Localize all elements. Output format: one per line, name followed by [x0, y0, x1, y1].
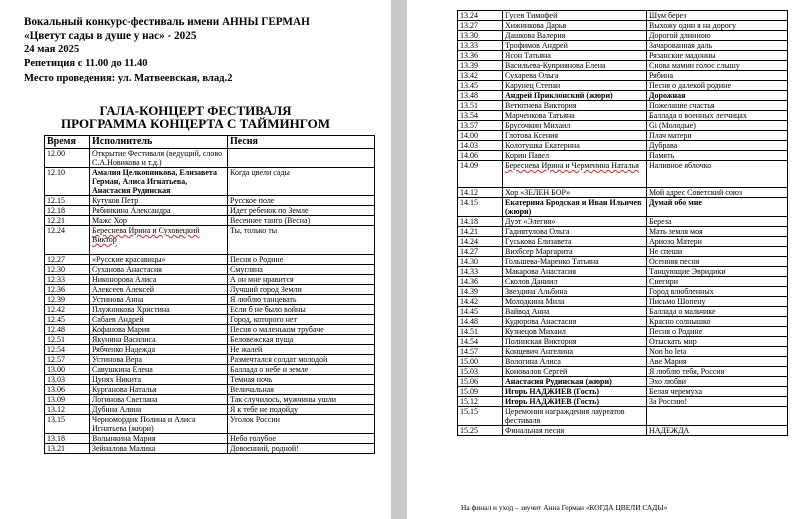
table-row [458, 357, 788, 367]
cell-performer: Трофимов Андрей [503, 41, 647, 51]
event-date: 24 мая 2025 [24, 44, 80, 55]
cell-time: 12.21 [45, 216, 90, 226]
table-row [458, 81, 788, 91]
cell-song: Баллада о небе и земле [228, 365, 375, 375]
cell-song: А он мне нравится [228, 275, 375, 285]
cell-song: Письмо Шопену [647, 297, 788, 307]
table-row [45, 149, 375, 168]
document-page-left [0, 0, 391, 519]
table-row [458, 426, 788, 436]
cell-song: Песня о далекой родине [647, 81, 788, 91]
table-row [45, 365, 375, 375]
table-row [45, 355, 375, 365]
table-header-row [45, 136, 375, 149]
cell-time: 14.06 [458, 151, 503, 161]
cell-time: 15.15 [458, 407, 503, 426]
cell-performer: Мажс Хор [90, 216, 228, 226]
cell-performer: Дуэт «Элегия» [503, 217, 647, 227]
cell-time: 12.42 [45, 305, 90, 315]
table-row [45, 415, 375, 434]
table-row [45, 168, 375, 196]
cell-performer: Береснева Ирина и Черменина Наталья [503, 161, 647, 188]
cell-performer: Игорь НАДЖИЕВ (Гость) [503, 387, 647, 397]
cell-song: Баллада о военных летчицах [647, 111, 788, 121]
cell-performer: Устинова Вера [90, 355, 228, 365]
cell-performer: Сабаев Андрей [90, 315, 228, 325]
table-row [458, 327, 788, 337]
table-row [458, 227, 788, 237]
table-row [458, 407, 788, 426]
cell-time: 14.45 [458, 307, 503, 317]
cell-time: 14.57 [458, 347, 503, 357]
cell-song: Белая черемуха [647, 387, 788, 397]
cell-performer: Логинова Светлана [90, 395, 228, 405]
cell-time: 12.24 [45, 226, 90, 255]
cell-performer: Карунец Степан [503, 81, 647, 91]
table-row [458, 91, 788, 101]
cell-performer: Кофанова Мария [90, 325, 228, 335]
cell-time: 13.39 [458, 61, 503, 71]
cell-time: 12.15 [45, 196, 90, 206]
table-row [458, 11, 788, 21]
cell-time: 13.36 [458, 51, 503, 61]
cell-song: Плач матери [647, 131, 788, 141]
cell-performer: Вайвод Анна [503, 307, 647, 317]
cell-performer: Хижинкова Дарья [503, 21, 647, 31]
table-row [45, 255, 375, 265]
cell-song: Выхожу один я на дорогу [647, 21, 788, 31]
cell-time: 12.30 [45, 265, 90, 275]
program-table-left [44, 135, 375, 454]
cell-time: 13.21 [45, 444, 90, 454]
cell-performer: Устинова Анна [90, 295, 228, 305]
cell-performer: Корин Павел [503, 151, 647, 161]
cell-performer: Зейналова Малика [90, 444, 228, 454]
cell-song: Зачарованная даль [647, 41, 788, 51]
cell-time: 14.03 [458, 141, 503, 151]
table-row [45, 305, 375, 315]
cell-song: Песня о маленьком трубаче [228, 325, 375, 335]
cell-performer: Дашкова Валерия [503, 31, 647, 41]
cell-performer: Концевич Ангелина [503, 347, 647, 357]
cell-performer: Никонорова Алиса [90, 275, 228, 285]
cell-performer: Звездина Альбина [503, 287, 647, 297]
cell-song: Небо голубое [228, 434, 375, 444]
cell-song: Осенняя песня [647, 257, 788, 267]
cell-time: 14.18 [458, 217, 503, 227]
cell-time: 13.42 [458, 71, 503, 81]
table-row [45, 345, 375, 355]
table-row [45, 206, 375, 216]
cell-performer: Амалия Целковникова, Елизавета Герман, Алиса Игнатьева, Анастасия Рудинская [90, 168, 228, 196]
cell-performer: Гадиятулова Ольга [503, 227, 647, 237]
cell-time: 13.45 [458, 81, 503, 91]
cell-song: Когда цвели сады [228, 168, 375, 196]
document-page-right [407, 0, 800, 519]
cell-performer: Гусев Тимофей [503, 11, 647, 21]
cell-performer: Полинская Виктория [503, 337, 647, 347]
cell-song: Я люблю танцевать [228, 295, 375, 305]
cell-time: 13.24 [458, 11, 503, 21]
table-row [45, 196, 375, 206]
cell-time: 14.51 [458, 327, 503, 337]
cell-performer: Церемония награждения лауреатов фестиваля [503, 407, 647, 426]
cell-performer: Плужникова Христина [90, 305, 228, 315]
cell-performer: Хор «ЗЕЛЕН БОР» [503, 188, 647, 198]
cell-performer: Ветютнева Виктория [503, 101, 647, 111]
header-performer: Исполнитель [90, 136, 228, 149]
cell-time: 13.03 [45, 375, 90, 385]
cell-performer: Финальная песня [503, 426, 647, 436]
table-row [458, 21, 788, 31]
gala-title: ГАЛА-КОНЦЕРТ ФЕСТИВАЛЯ [99, 103, 292, 118]
cell-time: 14.21 [458, 227, 503, 237]
table-row [45, 434, 375, 444]
cell-song: Мой адрес Советский союз [647, 188, 788, 198]
table-row [45, 315, 375, 325]
cell-time: 12.18 [45, 206, 90, 216]
cell-time: 14.24 [458, 237, 503, 247]
cell-song: Рязанские мадонны [647, 51, 788, 61]
cell-song: Отыскать мир [647, 337, 788, 347]
cell-time: 15.09 [458, 387, 503, 397]
cell-time: 13.48 [458, 91, 503, 101]
cell-time: 13.33 [458, 41, 503, 51]
table-row [458, 317, 788, 327]
cell-song: Величальная [228, 385, 375, 395]
cell-song: Лучший город Земли [228, 285, 375, 295]
venue: Место проведения: ул. Матвеевская, влад.2 [24, 73, 233, 84]
cell-song: Весеннее танго (Весна) [228, 216, 375, 226]
cell-song: Русское поле [228, 196, 375, 206]
cell-song: Смугляна [228, 265, 375, 275]
cell-performer: Васильева-Куприянова Елена [503, 61, 647, 71]
cell-performer: Суханова Анастасия [90, 265, 228, 275]
cell-performer: Глотова Ксения [503, 131, 647, 141]
cell-performer: Гольшева-Маренко Татьяна [503, 257, 647, 267]
table-row [458, 151, 788, 161]
cell-performer: Гуськова Елизавета [503, 237, 647, 247]
table-row [458, 161, 788, 188]
cell-time: 14.39 [458, 287, 503, 297]
cell-song: Non ho leta [647, 347, 788, 357]
table-row [45, 285, 375, 295]
cell-performer: Курганова Наталья [90, 385, 228, 395]
cell-song [647, 407, 788, 426]
cell-performer: Марченкова Татьяна [503, 111, 647, 121]
cell-performer: Сухарева Ольга [503, 71, 647, 81]
cell-performer: Вологина Алиса [503, 357, 647, 367]
cell-performer: Анастасия Рудинская (жюри) [503, 377, 647, 387]
rehearsal-time: Репетиция с 11.00 до 11.40 [24, 58, 148, 69]
cell-performer: Молодкина Мила [503, 297, 647, 307]
table-row [458, 267, 788, 277]
cell-time: 13.15 [45, 415, 90, 434]
cell-song: Рябина [647, 71, 788, 81]
cell-song: Я люблю тебя, Россия [647, 367, 788, 377]
festival-subtitle: «Цветут сады в душе у нас» - 2025 [24, 30, 197, 42]
cell-performer: Рябченко Надежда [90, 345, 228, 355]
header-time: Время [45, 136, 90, 149]
cell-time: 14.36 [458, 277, 503, 287]
cell-performer: Игорь НАДЖИЕВ (Гость) [503, 397, 647, 407]
table-row [458, 367, 788, 377]
table-row [45, 265, 375, 275]
cell-song: Баллада о мальчике [647, 307, 788, 317]
cell-song: Танцующие Эвридики [647, 267, 788, 277]
cell-performer: Брусочкин Михаил [503, 121, 647, 131]
cell-song: Береза [647, 217, 788, 227]
cell-song: Идет ребенок по Земле [228, 206, 375, 216]
table-row [458, 377, 788, 387]
cell-time: 13.30 [458, 31, 503, 41]
cell-song: Темная ночь [228, 375, 375, 385]
cell-performer: Кузнецов Михаил [503, 327, 647, 337]
cell-time: 13.12 [45, 405, 90, 415]
cell-song: Снова мамин голос слышу [647, 61, 788, 71]
cell-time: 12.51 [45, 335, 90, 345]
cell-time: 14.27 [458, 247, 503, 257]
table-row [45, 325, 375, 335]
cell-performer: «Русские красавицы» [90, 255, 228, 265]
program-title: ПРОГРАММА КОНЦЕРТА С ТАЙМИНГОМ [60, 116, 331, 131]
cell-time: 13.51 [458, 101, 503, 111]
cell-time: 14.42 [458, 297, 503, 307]
cell-time: 14.00 [458, 131, 503, 141]
cell-time: 13.57 [458, 121, 503, 131]
table-row [458, 337, 788, 347]
table-row [45, 335, 375, 345]
cell-performer: Андрей Приклонский (жюри) [503, 91, 647, 101]
cell-time: 13.27 [458, 21, 503, 31]
cell-song: Уголок России [228, 415, 375, 434]
cell-song: Ариозо Матери [647, 237, 788, 247]
table-row [458, 51, 788, 61]
cell-performer: Черномордик Полина и Алиса Игнатьева (жюри) [90, 415, 228, 434]
cell-time: 14.15 [458, 198, 503, 217]
table-row [458, 198, 788, 217]
table-row [458, 141, 788, 151]
cell-song: Так случилось, мужчины ушли [228, 395, 375, 405]
cell-performer: Кутуков Петр [90, 196, 228, 206]
cell-performer: Цунях Никита [90, 375, 228, 385]
table-row [45, 385, 375, 395]
table-row [458, 237, 788, 247]
cell-song: Шум берез [647, 11, 788, 21]
cell-time: 14.33 [458, 267, 503, 277]
cell-time: 14.54 [458, 337, 503, 347]
table-row [458, 307, 788, 317]
cell-performer: Савушкина Елена [90, 365, 228, 375]
cell-time: 12.54 [45, 345, 90, 355]
cell-song: Дорогой длинною [647, 31, 788, 41]
cell-time: 13.06 [45, 385, 90, 395]
table-row [45, 405, 375, 415]
cell-song [228, 149, 375, 168]
table-row [45, 226, 375, 255]
cell-song: Город, которого нет [228, 315, 375, 325]
cell-song: Красно солнышко [647, 317, 788, 327]
cell-performer: Вихбсер Маргарита [503, 247, 647, 257]
table-row [458, 217, 788, 227]
cell-time: 12.10 [45, 168, 90, 196]
cell-song: Память [647, 151, 788, 161]
cell-time: 12.27 [45, 255, 90, 265]
cell-song: Думай обо мне [647, 198, 788, 217]
cell-song: Эхо любви [647, 377, 788, 387]
table-row [458, 188, 788, 198]
table-row [45, 395, 375, 405]
cell-song: Gi (Молодые) [647, 121, 788, 131]
cell-song: НАДЕЖДА [647, 426, 788, 436]
cell-performer: Макарова Анастасия [503, 267, 647, 277]
footer-note: На финал и уход – звучит Анна Герман «КОГДА ЦВЕЛИ САДЫ» [461, 503, 668, 512]
header-song: Песня [228, 136, 375, 149]
table-row [458, 387, 788, 397]
table-row [458, 347, 788, 357]
table-row [458, 257, 788, 267]
cell-song: Не спеши [647, 247, 788, 257]
cell-performer: Коновалов Сергей [503, 367, 647, 377]
table-row [458, 101, 788, 111]
cell-time: 15.03 [458, 367, 503, 377]
cell-song: Дубрава [647, 141, 788, 151]
table-row [458, 247, 788, 257]
festival-title: Вокальный конкурс-фестиваль имени АННЫ ГЕРМАН [24, 16, 310, 28]
cell-song: Дорожная [647, 91, 788, 101]
cell-song: Город влюбленных [647, 287, 788, 297]
cell-song: Песня о Родине [228, 255, 375, 265]
cell-song: Наливное яблочко [647, 161, 788, 188]
table-row [45, 444, 375, 454]
cell-performer: Береснева Ирина и Суховецкий Виктор [90, 226, 228, 255]
table-row [458, 297, 788, 307]
cell-song: Песня о Родине [647, 327, 788, 337]
cell-performer: Кудюрова Анастасия [503, 317, 647, 327]
cell-time: 12.33 [45, 275, 90, 285]
cell-time: 12.48 [45, 325, 90, 335]
cell-time: 13.54 [458, 111, 503, 121]
cell-song: Беловежская пуща [228, 335, 375, 345]
table-row [458, 131, 788, 141]
cell-song: Размечтался солдат молодой [228, 355, 375, 365]
cell-song: Я к тебе не подойду [228, 405, 375, 415]
cell-time: 14.09 [458, 161, 503, 188]
program-table-right [457, 10, 788, 436]
cell-song: Снегири [647, 277, 788, 287]
cell-time: 15.06 [458, 377, 503, 387]
cell-time: 14.30 [458, 257, 503, 267]
table-row [458, 31, 788, 41]
table-row [45, 216, 375, 226]
cell-time: 12.39 [45, 295, 90, 305]
cell-performer: Рябинкина Александра [90, 206, 228, 216]
table-row [458, 121, 788, 131]
cell-song: Ты, только ты [228, 226, 375, 255]
cell-performer: Сколов Даниил [503, 277, 647, 287]
cell-performer: Дубина Алина [90, 405, 228, 415]
cell-time: 12.57 [45, 355, 90, 365]
cell-time: 13.09 [45, 395, 90, 405]
table-row [45, 275, 375, 285]
table-row [458, 111, 788, 121]
table-row [458, 61, 788, 71]
cell-time: 14.48 [458, 317, 503, 327]
cell-performer: Якунина Василиса [90, 335, 228, 345]
cell-song: Пожелание счастья [647, 101, 788, 111]
cell-song: Аве Мария [647, 357, 788, 367]
cell-time: 13.18 [45, 434, 90, 444]
cell-performer: Екатерина Бродская и Иван Ильичев (жюри) [503, 198, 647, 217]
cell-song: За Россию! [647, 397, 788, 407]
table-row [458, 397, 788, 407]
cell-song: Не жалей [228, 345, 375, 355]
cell-song: Если б не было войны [228, 305, 375, 315]
table-row [45, 375, 375, 385]
cell-time: 13.00 [45, 365, 90, 375]
cell-time: 15.25 [458, 426, 503, 436]
cell-performer: Открытие Фестиваля (ведущий, слово С.А.Новикова и т.д.) [90, 149, 228, 168]
cell-performer: Ясон Татьяна [503, 51, 647, 61]
cell-time: 15.12 [458, 397, 503, 407]
table-row [458, 41, 788, 51]
cell-time: 12.00 [45, 149, 90, 168]
cell-performer: Колотушка Екатерина [503, 141, 647, 151]
cell-song: Довоєнний, родной! [228, 444, 375, 454]
table-row [458, 287, 788, 297]
table-row [458, 277, 788, 287]
cell-time: 14.12 [458, 188, 503, 198]
cell-performer: Алексеев Алексей [90, 285, 228, 295]
cell-song: Мать земля моя [647, 227, 788, 237]
cell-time: 12.36 [45, 285, 90, 295]
table-row [458, 71, 788, 81]
cell-time: 15.00 [458, 357, 503, 367]
cell-performer: Волынкина Мария [90, 434, 228, 444]
cell-time: 12.45 [45, 315, 90, 325]
table-row [45, 295, 375, 305]
